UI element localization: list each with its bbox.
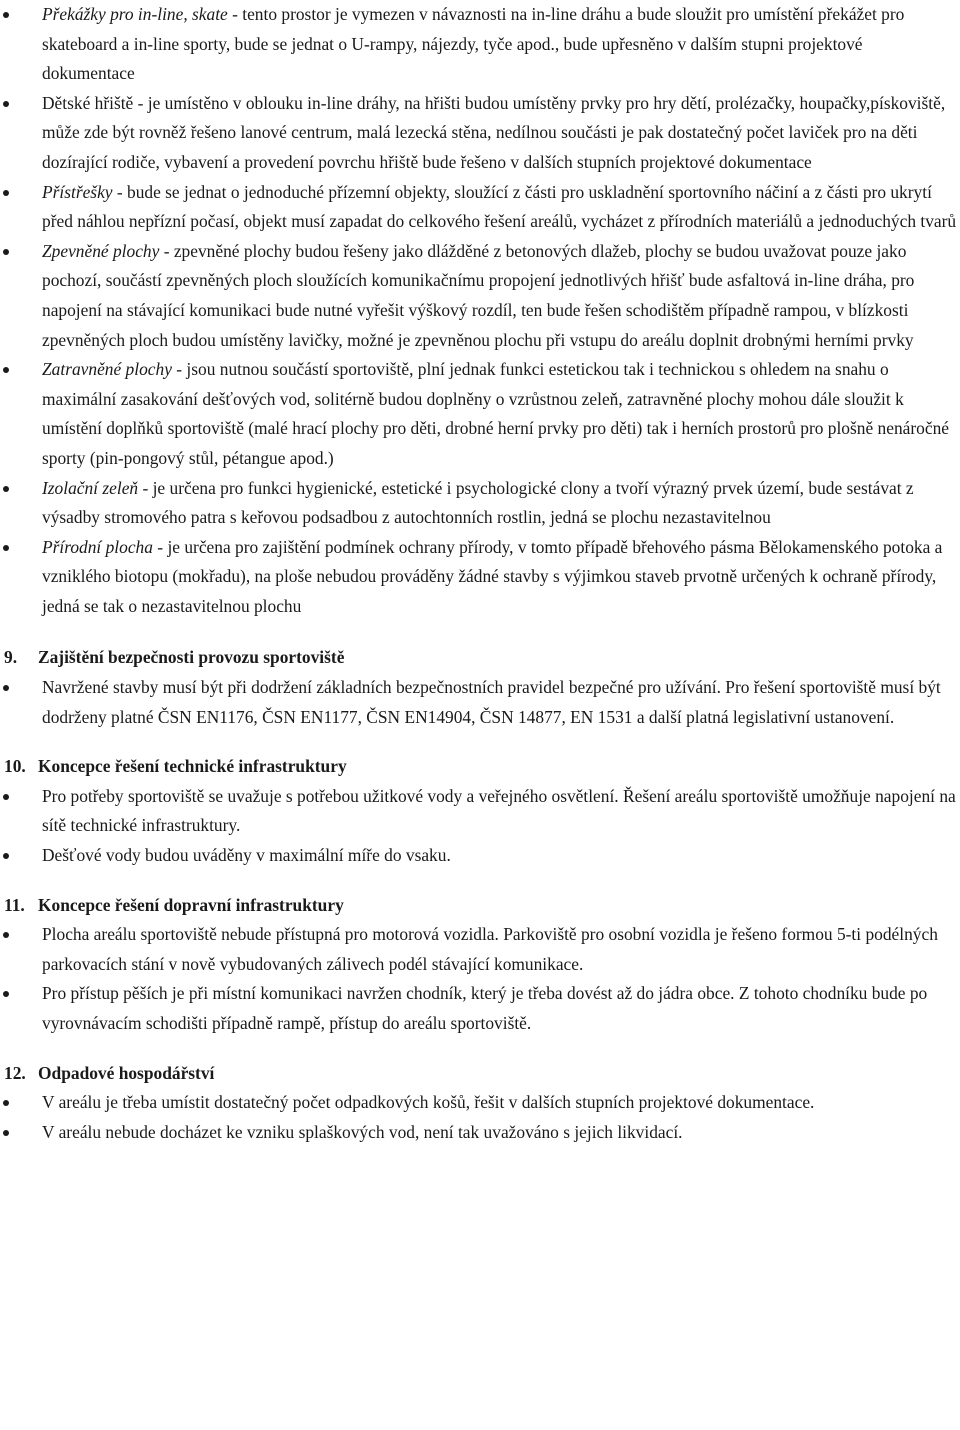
bullet-icon <box>3 12 9 18</box>
item-text: - zpevněné plochy budou řešeny jako dlážděné z betonových dlažeb, plochy se budou uvažovat pouze jako pochozí, součástí zpevněných ploch sloužících komunikačnímu propojení jednotlivých hřišť bude asfaltová in-line dráha, pro napojení na stávající komunikaci bude nutné vyřešit výškový rozdíl, ten bude řešen schodištěm případně rampou, v blízkosti zpevněných ploch budou umístěny lavičky, možné je zpevněnou plochu při vstupu do areálu doplnit drobnými herními prvky <box>42 240 915 350</box>
section-title: Odpadové hospodářství <box>38 1062 215 1083</box>
section-safety <box>0 643 960 732</box>
bullet-icon <box>3 932 9 938</box>
item-text: Navržené stavby musí být při dodržení základních bezpečnostních pravidel bezpečné pro užívání. Pro řešení sportoviště musí být dodrženy platné ČSN EN1176, ČSN EN1177, ČSN EN14904, ČSN 14877, EN 1531 a další platná legislativní ustanovení. <box>42 677 941 727</box>
list-item <box>0 533 960 622</box>
item-text: - je určena pro zajištění podmínek ochrany přírody, v tomto případě břehového pásma Bělokamenského potoka a vzniklého biotopu (mokřadu), na ploše nebudou prováděny žádné stavby s výjimkou staveb prvotně určených k ochraně přírody, jedná se tak o nezastavitelnou plochu <box>42 536 943 616</box>
section-heading <box>0 752 960 782</box>
list-item <box>0 89 960 178</box>
item-text: Pro potřeby sportoviště se uvažuje s potřebou užitkové vody a veřejného osvětlení. Řešení areálu sportoviště umožňuje napojení na sítě technické infrastruktury. <box>42 785 956 836</box>
item-text: V areálu nebude docházet ke vzniku splaškových vod, není tak uvažováno s jejich likvidací. <box>42 1121 683 1142</box>
section-technical-infrastructure <box>0 752 960 870</box>
section-list <box>0 920 960 1038</box>
list-item <box>0 841 960 871</box>
list-item <box>0 355 960 473</box>
section-number: 9. <box>4 647 18 668</box>
item-lead: Přírodní plocha <box>42 536 153 557</box>
list-item <box>0 920 960 979</box>
section-transport-infrastructure <box>0 891 960 1039</box>
bullet-icon <box>3 685 9 691</box>
section-list <box>0 782 960 871</box>
item-text: V areálu je třeba umístit dostatečný počet odpadkových košů, řešit v dalších stupních projektové dokumentace. <box>42 1092 815 1113</box>
section-gap <box>0 871 960 891</box>
item-lead: Zpevněné plochy <box>42 240 160 261</box>
section-heading <box>0 643 960 673</box>
bullet-icon <box>3 1100 9 1106</box>
item-lead: Překážky pro in-line, skate <box>42 4 228 24</box>
facility-list <box>0 0 960 621</box>
item-text: Dešťové vody budou uváděny v maximální míře do vsaku. <box>42 845 451 866</box>
list-item <box>0 237 960 355</box>
item-text: - bude se jednat o jednoduché přízemní objekty, sloužící z části pro uskladnění sportovního náčiní a z části pro ukrytí před náhlou nepřízní počasí, objekt musí zapadat do celkového řešení areálů, vycházet z přírodních materiálů a jednoduchých tvarů <box>42 181 957 232</box>
list-item <box>0 673 960 732</box>
list-item <box>0 474 960 533</box>
section-list <box>0 1088 960 1147</box>
item-text: Plocha areálu sportoviště nebude přístupná pro motorová vozidla. Parkoviště pro osobní vozidla je řešeno formou 5-ti podélných parkovacích stání v nově vybudovaných zálivech podél stávající komunikace. <box>42 924 938 974</box>
bullet-icon <box>3 367 9 373</box>
section-number: 12. <box>4 1062 26 1083</box>
item-text: - jsou nutnou součástí sportoviště, plní jednak funkci estetickou tak i technickou s ohledem na snahu o maximální zasakování dešťových vod, solitérně budou doplněny o vzrůstnou zeleň, zatravněné plochy mohou dále sloužit k umístění doplňků sportoviště (malé hrací plochy pro děti, drobné herní prvky pro děti) tak i herních prostorů pro plošně nenáročné sporty (pin-pongový stůl, pétangue apod.) <box>42 359 949 468</box>
item-text: Pro přístup pěších je při místní komunikaci navržen chodník, který je třeba dovést až do jádra obce. Z tohoto chodníku bude po vyrovnávacím schodišti případně rampě, přístup do areálu sportoviště. <box>42 983 928 1033</box>
section-heading <box>0 891 960 921</box>
item-lead: Přístřešky <box>42 181 113 202</box>
item-lead: Izolační zeleň <box>42 477 139 498</box>
list-item <box>0 1088 960 1118</box>
item-text: - tento prostor je vymezen v návaznosti na in-line dráhu a bude sloužit pro umístění překážet pro skateboard a in-line sporty, bude se jednat o U-rampy, nájezdy, tyče apod., bude upřesněno v dalším stupni projektové dokumentace <box>42 4 905 84</box>
list-item <box>0 782 960 841</box>
section-waste-management <box>0 1059 960 1148</box>
section-number: 11. <box>4 894 25 915</box>
bullet-icon <box>3 249 9 255</box>
section-gap <box>0 732 960 752</box>
section-title: Koncepce řešení technické infrastruktury <box>38 756 347 777</box>
list-item <box>0 1118 960 1148</box>
list-item <box>0 0 960 89</box>
list-item <box>0 979 960 1038</box>
bullet-icon <box>3 101 9 107</box>
list-item <box>0 178 960 237</box>
bullet-icon <box>3 794 9 800</box>
section-gap <box>0 621 960 643</box>
bullet-icon <box>3 853 9 859</box>
bullet-icon <box>3 545 9 551</box>
section-heading <box>0 1059 960 1089</box>
bullet-icon <box>3 991 9 997</box>
item-lead: Dětské hřiště <box>42 92 134 113</box>
bullet-icon <box>3 190 9 196</box>
bullet-icon <box>3 486 9 492</box>
section-title: Koncepce řešení dopravní infrastruktury <box>38 894 344 915</box>
section-gap <box>0 1039 960 1059</box>
section-number: 10. <box>4 756 26 777</box>
section-title: Zajištění bezpečnosti provozu sportoviště <box>38 647 345 668</box>
item-text: - je umístěno v oblouku in-line dráhy, na hřišti budou umístěny prvky pro hry dětí, prolézačky, houpačky,pískoviště, může zde být rovněž řešeno lanové centrum, malá lezecká stěna, nedílnou součásti je pak dostatečný počet laviček pro na děti dozírající rodiče, vybavení a provedení povrchu hřiště bude řešeno v dalších stupních projektové dokumentace <box>42 92 946 172</box>
item-text: - je určena pro funkci hygienické, estetické i psychologické clony a tvoří výrazný prvek území, bude sestávat z výsadby stromového patra s keřovou podsadbou z autochtonních rostlin, jedná se plochu nezastavitelnou <box>42 477 914 528</box>
item-lead: Zatravněné plochy <box>42 359 172 380</box>
section-list <box>0 673 960 732</box>
bullet-icon <box>3 1130 9 1136</box>
